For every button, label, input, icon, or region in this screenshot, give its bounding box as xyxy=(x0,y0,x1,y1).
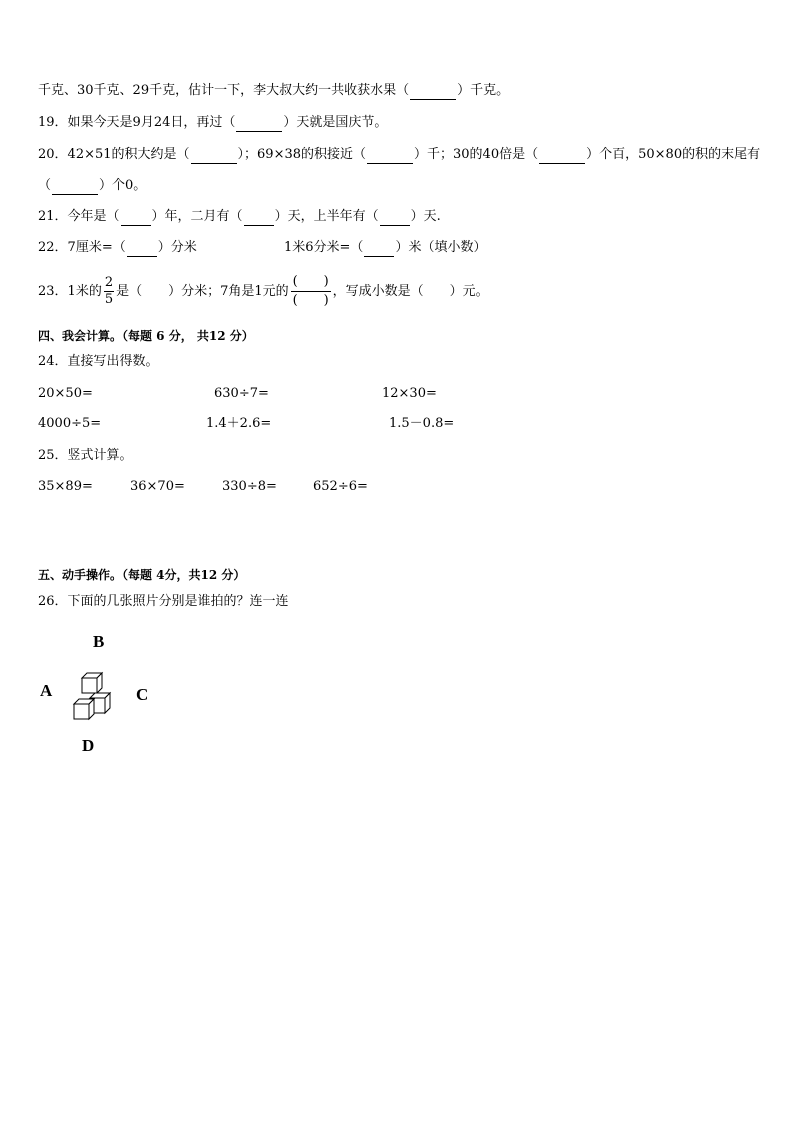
question-26-title: 26．下面的几张照片分别是谁拍的？连一连 xyxy=(38,594,289,609)
fraction-blank-numerator[interactable]: ( ) xyxy=(291,273,331,292)
answer-blank[interactable] xyxy=(236,119,282,132)
answer-blank[interactable] xyxy=(380,213,410,226)
answer-blank[interactable] xyxy=(364,244,394,257)
cube-front-face xyxy=(74,704,89,719)
question-21 xyxy=(38,208,441,226)
label-b: B xyxy=(93,632,105,651)
q23-text-b: 是（ ）分米；7角是1元的 xyxy=(116,284,289,299)
vertical-calc-item: 35×89= xyxy=(38,479,93,494)
answer-blank[interactable] xyxy=(539,151,585,164)
question-18-continued xyxy=(38,82,509,100)
answer-blank[interactable] xyxy=(410,87,456,100)
q22-text-d: ）米（填小数） xyxy=(395,240,487,255)
calc-item: 12×30= xyxy=(382,386,437,401)
answer-blank[interactable] xyxy=(52,182,98,195)
calc-item: 1.4＋2.6= xyxy=(206,416,272,431)
vertical-calc-item: 330÷8= xyxy=(222,479,277,494)
fraction-numerator: 2 xyxy=(104,275,114,290)
fraction-blank[interactable] xyxy=(291,273,331,310)
question-22-part-1 xyxy=(38,239,197,257)
q19-text-a: 19．如果今天是9月24日，再过（ xyxy=(38,115,236,130)
fraction-two-fifths xyxy=(104,275,114,308)
q23-text-a: 23．1米的 xyxy=(38,284,102,299)
question-19 xyxy=(38,114,387,132)
stacked-cubes-figure xyxy=(68,668,124,724)
question-22-part-2 xyxy=(284,239,486,257)
vertical-calc-item: 36×70= xyxy=(130,479,185,494)
section-4-heading: 四、我会计算。（每题 6 分， 共12 分） xyxy=(38,329,254,343)
label-a: A xyxy=(40,681,53,700)
q22-text-a: 22．7厘米=（ xyxy=(38,240,126,255)
calc-item: 4000÷5= xyxy=(38,416,102,431)
q21-text-c: ）天，上半年有（ xyxy=(274,209,379,224)
answer-blank[interactable] xyxy=(367,151,413,164)
q20-text-b: ）；69×38的积接近（ xyxy=(237,147,367,162)
calc-item: 20×50= xyxy=(38,386,93,401)
q19-text-b: ）天就是国庆节。 xyxy=(283,115,388,130)
fraction-denominator: 5 xyxy=(104,292,114,307)
q21-text-b: ）年，二月有（ xyxy=(151,209,243,224)
q21-text-d: ）天. xyxy=(410,209,441,224)
q20-text-e: （ xyxy=(38,178,52,193)
q21-text-a: 21．今年是（ xyxy=(38,209,120,224)
q22-text-b: ）分米 xyxy=(157,240,197,255)
q20-text-f: ）个0。 xyxy=(99,178,147,193)
section-5-heading: 五、动手操作。（每题 4分，共12 分） xyxy=(38,568,246,582)
q23-text-c: ，写成小数是（ ）元。 xyxy=(332,284,489,299)
q18-text-b: ）千克。 xyxy=(457,83,510,98)
question-24-title: 24．直接写出得数。 xyxy=(38,354,159,369)
question-23 xyxy=(38,270,489,314)
vertical-calc-item: 652÷6= xyxy=(313,479,368,494)
q18-text-a: 千克、30千克、29千克，估计一下，李大叔大约一共收获水果（ xyxy=(38,83,410,98)
calc-item: 630÷7= xyxy=(214,386,269,401)
q20-text-d: ）个百，50×80的积的末尾有 xyxy=(586,147,761,162)
question-20-line-1 xyxy=(38,146,760,164)
question-25-title: 25．竖式计算。 xyxy=(38,448,133,463)
answer-blank[interactable] xyxy=(121,213,151,226)
label-d: D xyxy=(82,736,95,755)
answer-blank[interactable] xyxy=(244,213,274,226)
answer-blank[interactable] xyxy=(191,151,237,164)
question-20-line-2 xyxy=(38,177,146,195)
fraction-blank-denominator[interactable]: ( ) xyxy=(292,293,329,308)
q22-text-c: 1米6分米=（ xyxy=(284,240,364,255)
label-c: C xyxy=(136,685,149,704)
q20-text-c: ）千；30的40倍是（ xyxy=(414,147,539,162)
calc-item: 1.5－0.8= xyxy=(389,416,455,431)
answer-blank[interactable] xyxy=(127,244,157,257)
cube-front-face xyxy=(82,678,97,693)
q20-text-a: 20．42×51的积大约是（ xyxy=(38,147,190,162)
